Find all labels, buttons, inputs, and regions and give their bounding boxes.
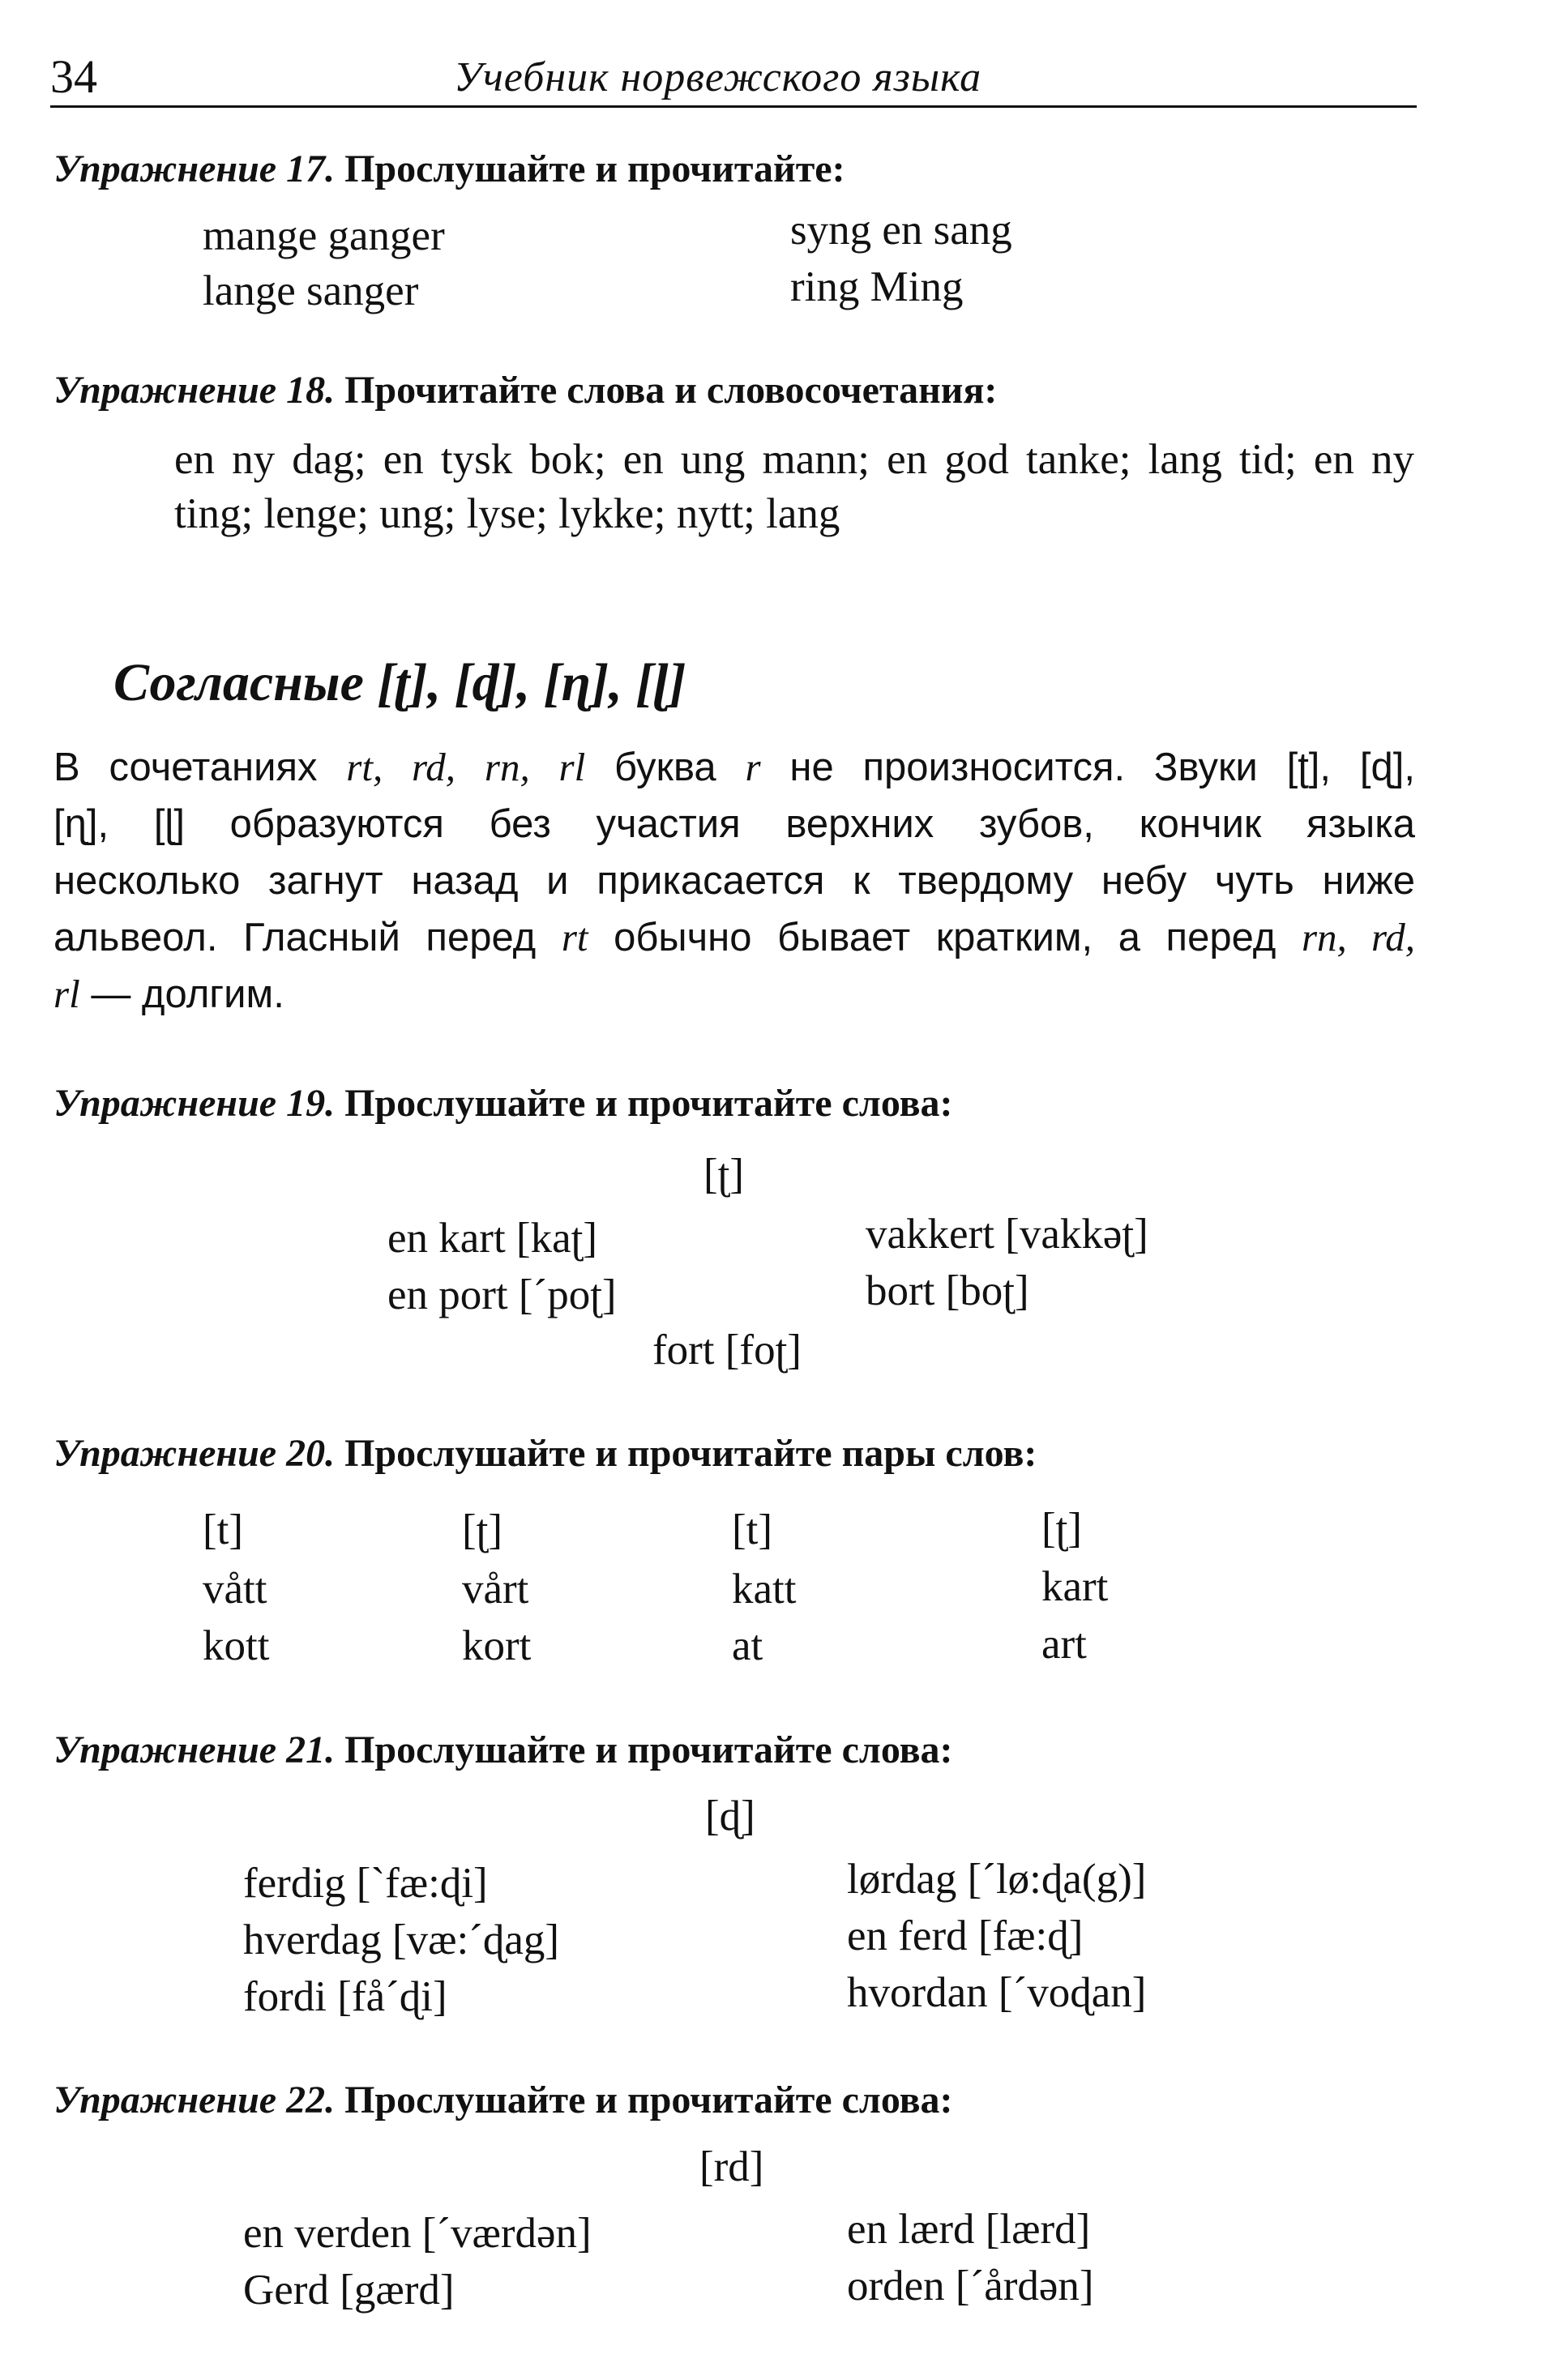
exercise-label: Упражнение 22. bbox=[53, 2079, 336, 2121]
exercise-instruction: Прослушайте и прочитайте слова: bbox=[344, 1082, 953, 1125]
body-line bbox=[53, 966, 1415, 1023]
text: обычно бывает кратким, а перед bbox=[614, 916, 1276, 959]
page-number: 34 bbox=[50, 50, 97, 103]
phoneme-symbol: [ʈ] bbox=[462, 1506, 503, 1553]
word-item: lørdag [ˊlø:ɖa(g)] bbox=[847, 1856, 1147, 1903]
exercise-22-heading bbox=[53, 2081, 953, 2120]
word-item: lange sanger bbox=[203, 267, 419, 314]
text: — долгим. bbox=[91, 972, 284, 1016]
text-italic: r bbox=[745, 745, 761, 789]
exercise-label: Упражнение 19. bbox=[53, 1082, 336, 1125]
exercise-20-heading bbox=[53, 1434, 1037, 1473]
text-italic: rd, bbox=[412, 745, 456, 789]
phoneme-symbol: [ɖ] bbox=[705, 1792, 755, 1839]
text-line: en ny dag; en tysk bok; en ung mann; en god tanke; lang tid; en ny bbox=[174, 436, 1414, 483]
word-item: kart bbox=[1041, 1563, 1109, 1610]
body-line bbox=[53, 739, 1415, 796]
exercise-label: Упражнение 17. bbox=[53, 147, 336, 190]
word-item: Gerd [gærd] bbox=[243, 2267, 455, 2314]
word-item: kort bbox=[462, 1622, 532, 1669]
exercise-instruction: Прослушайте и прочитайте пары слов: bbox=[344, 1432, 1037, 1475]
body-line: [ɳ], [ɭ] образуются без участия верхних зубов, кончик языка bbox=[53, 802, 1415, 846]
exercise-18-heading bbox=[53, 371, 997, 410]
text: В сочетаниях bbox=[53, 746, 318, 789]
word-item: mange ganger bbox=[203, 212, 445, 259]
exercise-18-text bbox=[174, 433, 1414, 541]
running-title: Учебник норвежского языка bbox=[454, 54, 982, 100]
text-italic: rn, bbox=[484, 745, 530, 789]
word-item: ring Ming bbox=[790, 263, 964, 310]
text-italic: rn, rd, bbox=[1301, 915, 1416, 959]
exercise-instruction: Прослушайте и прочитайте: bbox=[344, 147, 845, 190]
phoneme-symbol: [t] bbox=[732, 1506, 773, 1553]
word-item: fort [foʈ] bbox=[652, 1327, 802, 1374]
exercise-21-heading bbox=[53, 1728, 953, 1771]
body-line: несколько загнут назад и прикасается к твердому небу чуть ниже bbox=[53, 859, 1415, 903]
word-item: hverdag [væ:ˊɖag] bbox=[243, 1916, 559, 1963]
word-item: bort [boʈ] bbox=[866, 1267, 1029, 1314]
word-item: ferdig [ˋfæ:ɖi] bbox=[243, 1860, 488, 1907]
word-item: vårt bbox=[462, 1566, 529, 1613]
text: буква bbox=[614, 746, 716, 789]
body-paragraph bbox=[53, 739, 1415, 1023]
word-item: en lærd [lærd] bbox=[847, 2206, 1091, 2253]
word-item: en ferd [fæ:ɖ] bbox=[847, 1912, 1084, 1959]
body-line bbox=[53, 909, 1415, 966]
word-item: fordi [fåˊɖi] bbox=[243, 1973, 447, 2020]
text-italic: rt bbox=[561, 915, 588, 959]
word-item: vakkert [vakkəʈ] bbox=[866, 1211, 1148, 1258]
text-italic: rl bbox=[53, 972, 80, 1016]
text: не произносится. Звуки [ʈ], [ɖ], bbox=[789, 746, 1415, 789]
text-italic: rt, bbox=[346, 745, 383, 789]
section-title: Согласные [ʈ], [ɖ], [ɳ], [ɭ] bbox=[113, 653, 686, 712]
word-item: en port [ˊpoʈ] bbox=[387, 1271, 617, 1318]
word-item: orden [ˊårdən] bbox=[847, 2262, 1094, 2309]
text: альвеол. Гласный перед bbox=[53, 916, 537, 959]
exercise-label: Упражнение 18. bbox=[53, 369, 336, 412]
word-item: en verden [ˊværdən] bbox=[243, 2210, 592, 2257]
exercise-19-heading bbox=[53, 1084, 953, 1123]
word-item: syng en sang bbox=[790, 207, 1012, 254]
phoneme-symbol: [t] bbox=[203, 1506, 244, 1553]
phoneme-symbol: [ʈ] bbox=[703, 1151, 745, 1198]
word-item: vått bbox=[203, 1566, 267, 1613]
text-italic: rl bbox=[558, 745, 586, 789]
exercise-instruction: Прослушайте и прочитайте слова: bbox=[344, 1728, 953, 1771]
header-rule bbox=[50, 105, 1417, 108]
exercise-instruction: Прослушайте и прочитайте слова: bbox=[344, 2079, 953, 2121]
phoneme-symbol: [ʈ] bbox=[1041, 1505, 1083, 1552]
word-item: at bbox=[732, 1622, 763, 1669]
text-line: ting; lenge; ung; lyse; lykke; nytt; lang bbox=[174, 490, 840, 537]
word-item: en kart [kaʈ] bbox=[387, 1215, 597, 1262]
word-item: katt bbox=[732, 1566, 797, 1613]
word-item: kott bbox=[203, 1622, 270, 1669]
exercise-17-heading bbox=[53, 147, 845, 190]
word-item: hvordan [ˊvoɖan] bbox=[847, 1969, 1147, 2016]
exercise-label: Упражнение 20. bbox=[53, 1432, 336, 1475]
exercise-label: Упражнение 21. bbox=[53, 1728, 336, 1771]
word-item: art bbox=[1041, 1621, 1087, 1668]
phoneme-symbol: [rd] bbox=[699, 2143, 764, 2190]
exercise-instruction: Прочитайте слова и словосочетания: bbox=[344, 369, 998, 412]
